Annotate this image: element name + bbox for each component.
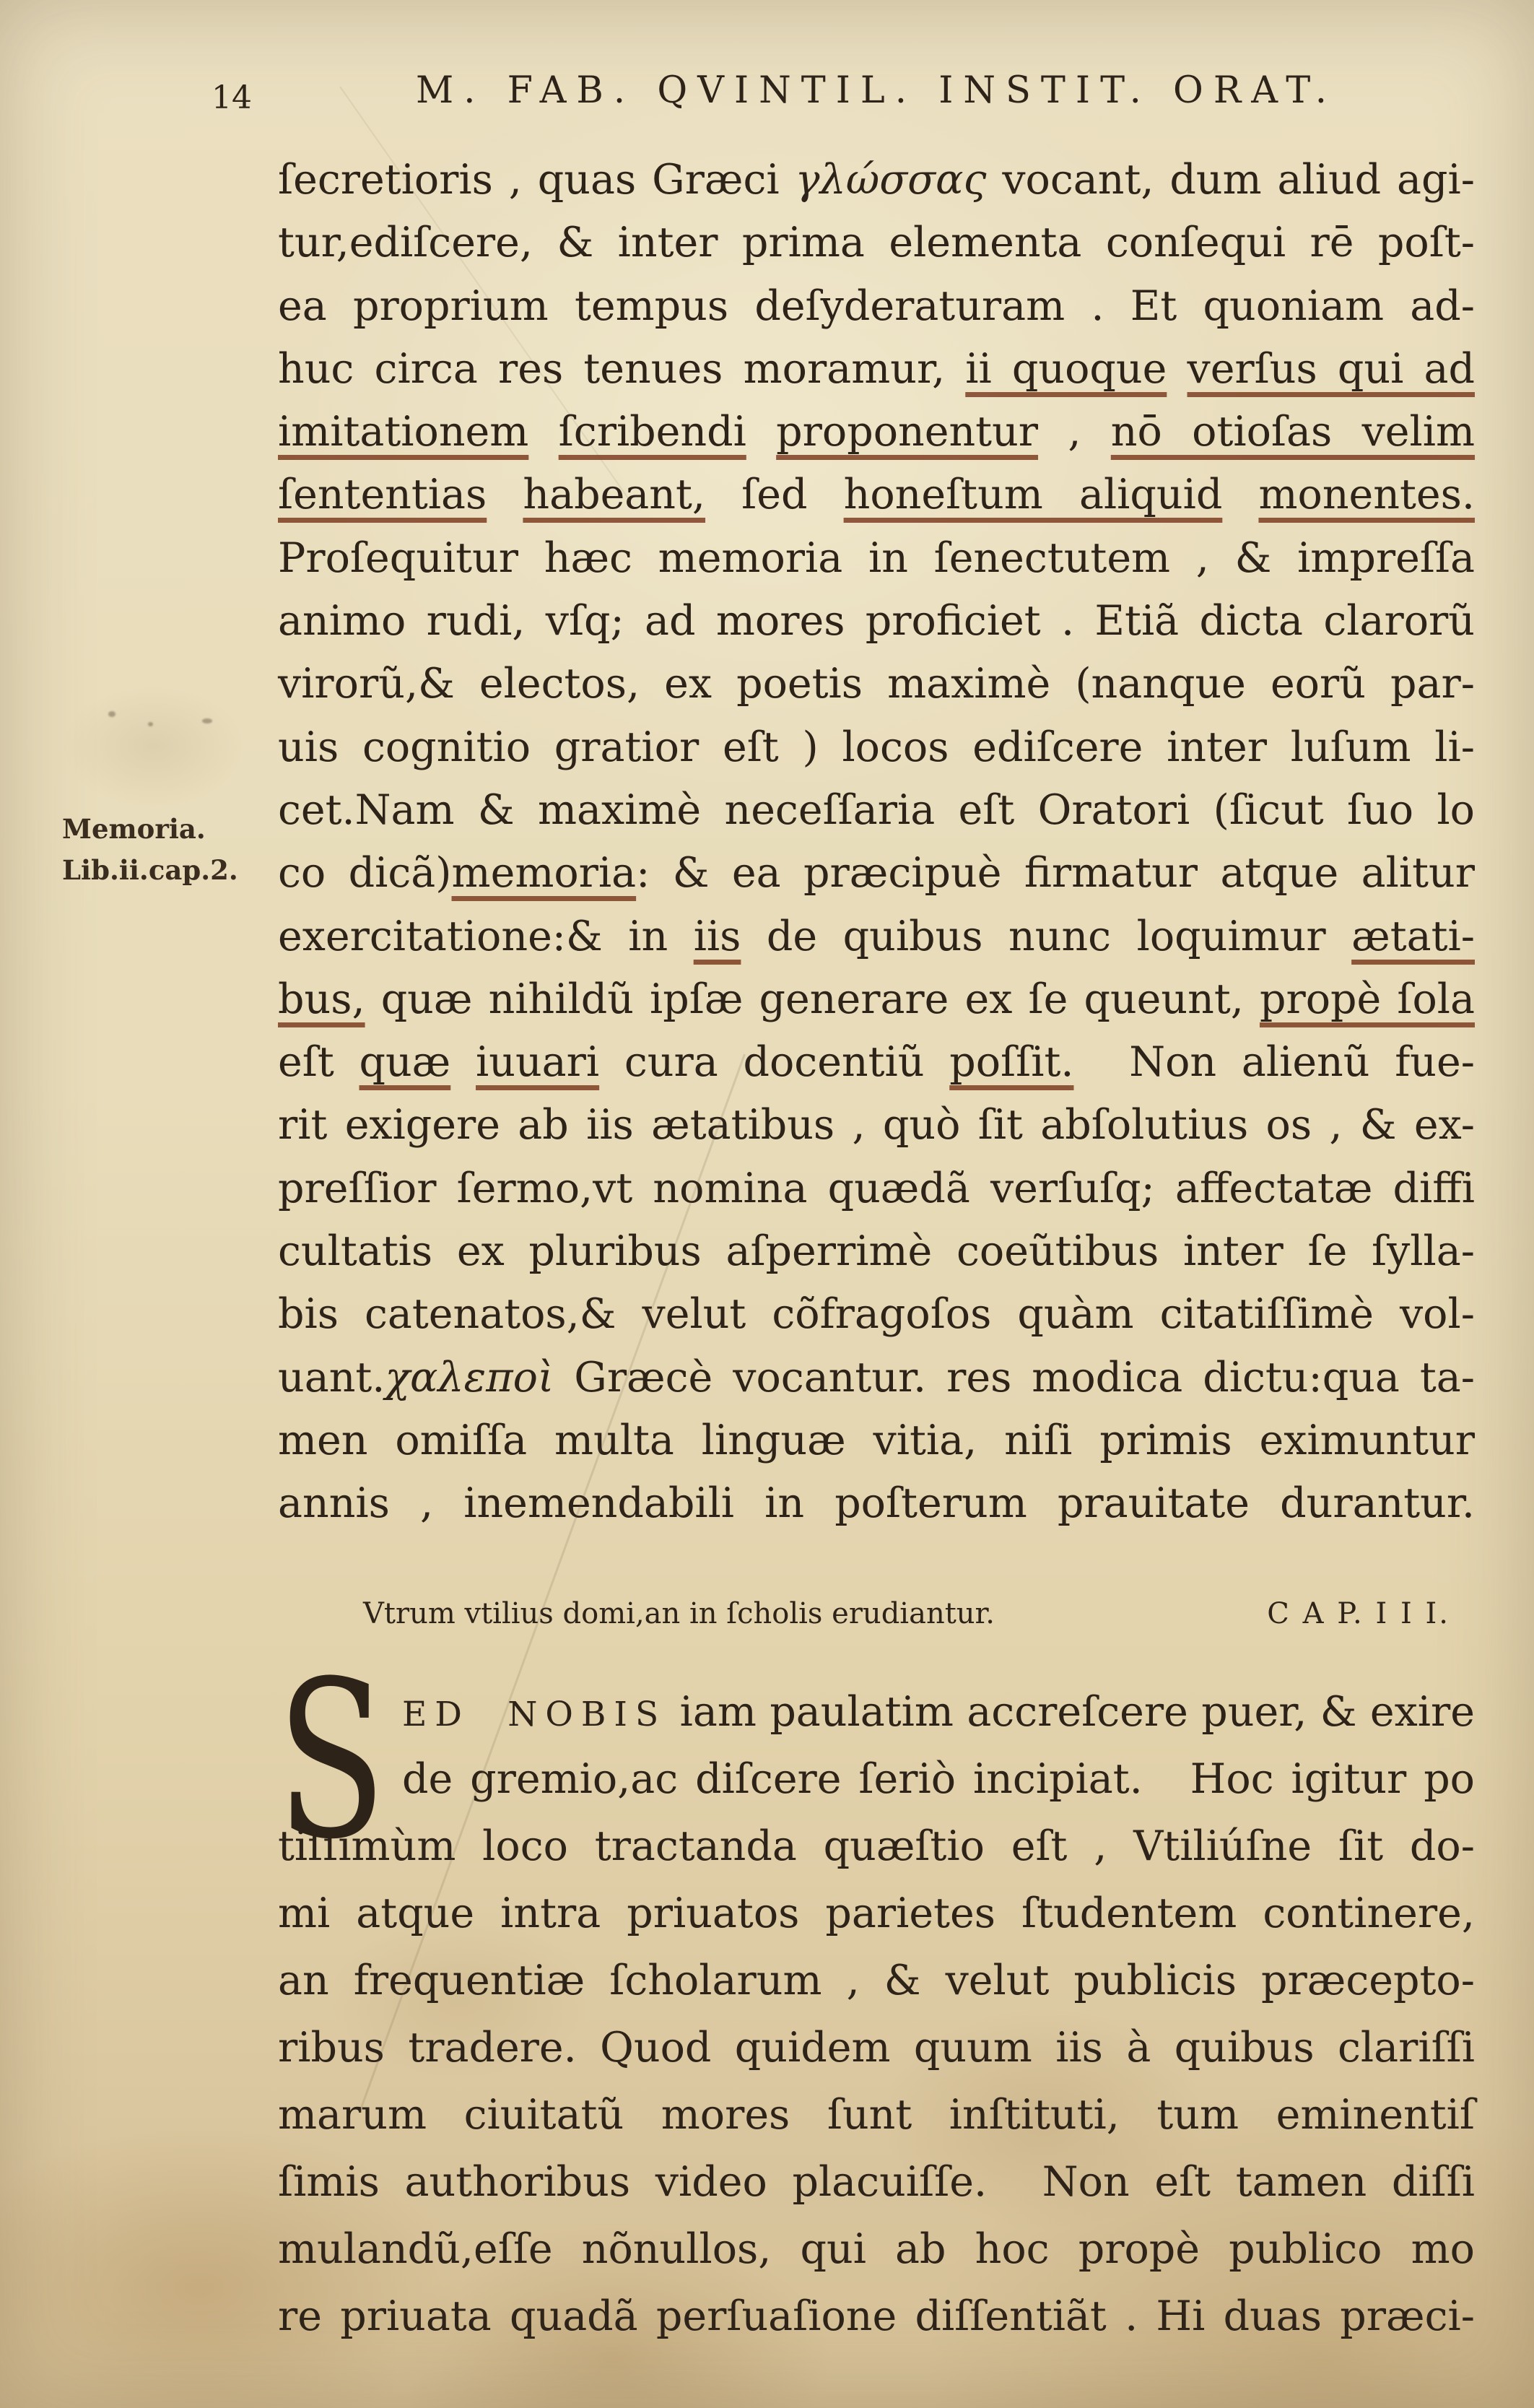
text-segment: exercitatione:& in: [278, 912, 694, 960]
text-line: [278, 2014, 1475, 2082]
text-line: [278, 1472, 1475, 1535]
text-line: [278, 1220, 1475, 1283]
text-line: [278, 1031, 1475, 1094]
text-segment: bis catenatos,& velut cõfragoſos quàm citatiſſimè vol-: [278, 1290, 1475, 1339]
chapter-number-label: C A P. I I I.: [1267, 1597, 1450, 1630]
text-line: [402, 1746, 1475, 1813]
text-line: [278, 2283, 1475, 2350]
text-line: [402, 1679, 1475, 1746]
text-segment: [487, 471, 523, 518]
text-segment: de gremio,ac diſcere ſeriò incipiat.: [402, 1755, 1143, 1803]
text-segment: huc circa res tenues moramur,: [278, 344, 966, 393]
text-line: [278, 905, 1475, 968]
text-segment: an frequentiæ ſcholarum , & velut publicis præcepto-: [278, 1957, 1475, 2004]
underlined-text-segment: memoria: [451, 849, 637, 897]
underlined-text-segment: ii quoque: [965, 344, 1167, 393]
running-title: M. FAB. QVINTIL. INSTIT. ORAT.: [416, 69, 1337, 112]
text-line: [278, 275, 1475, 338]
text-segment: Græcè vocantur. res modica dictu:qua ta-: [554, 1353, 1475, 1401]
text-segment: mi atque intra priuatos parietes ſtudentem continere,: [278, 1890, 1475, 1937]
text-segment: annis , inemendabili in poſterum prauitate durantur.: [278, 1479, 1475, 1528]
text-segment: ſed: [705, 471, 844, 519]
text-segment: animo rudi, vſq; ad mores proficiet . Etiã dicta clarorũ: [278, 597, 1475, 646]
margin-note-reference: Lib.ii.cap.2.: [62, 854, 238, 886]
text-line: [278, 1347, 1475, 1409]
text-segment: cultatis ex pluribus aſperrimè coeũtibus inter ſe ſylla-: [278, 1227, 1475, 1276]
text-line: [278, 401, 1475, 464]
text-segment: tur,ediſcere, & inter prima elementa conſequi rē poſt-: [278, 219, 1475, 267]
margin-note: [62, 809, 238, 891]
ink-speck: [108, 711, 116, 717]
underlined-text-segment: imitationem: [278, 408, 529, 456]
text-line: [278, 338, 1475, 401]
greek-text-segment: χαλεποὶ: [385, 1353, 554, 1401]
text-line: [278, 464, 1475, 526]
text-segment: ED NOBIS: [402, 1695, 667, 1734]
text-segment: men omiſſa multa linguæ vitia, niſi primis eximuntur: [278, 1416, 1475, 1464]
chapter-lines: [278, 1679, 1475, 2350]
text-segment: uis cognitio gratior eſt ) locos ediſcere inter luſum li-: [278, 723, 1475, 771]
text-line: [278, 212, 1475, 274]
text-line: [278, 1813, 1475, 1880]
text-segment: ſimis authoribus video placuiſſe.: [278, 2158, 988, 2206]
text-line: [278, 149, 1475, 212]
text-segment: : & ea præcipuè firmatur atque alitur: [636, 849, 1475, 897]
text-line: [278, 716, 1475, 779]
text-segment: ea proprium tempus deſyderaturam . Et quoniam ad-: [278, 282, 1475, 330]
text-segment: preſſior ſermo,vt nomina quædã verſuſq; affectatæ diffi: [278, 1164, 1475, 1212]
text-segment: cet.Nam & maximè neceſſaria eſt Oratori (ſicut ſuo lo: [278, 786, 1475, 834]
margin-note-topic: Memoria.: [62, 813, 206, 845]
greek-text-segment: γλώσσας: [795, 156, 987, 204]
text-line: [278, 2149, 1475, 2216]
underlined-text-segment: propè ſola: [1259, 975, 1475, 1023]
text-segment: eſt: [278, 1038, 359, 1087]
text-line: [278, 527, 1475, 590]
drop-cap-initial: S: [276, 1635, 387, 1887]
text-line: [278, 590, 1475, 653]
underlined-text-segment: bus,: [278, 975, 365, 1023]
text-segment: mulandũ,eſſe nõnullos, qui ab hoc propè publico mo: [278, 2225, 1475, 2273]
body-text: [278, 149, 1475, 1536]
ink-speck: [148, 722, 153, 726]
text-segment: [528, 408, 558, 456]
text-line: [278, 968, 1475, 1031]
chapter-heading-row: [278, 1597, 1475, 1630]
underlined-text-segment: ſcribendi: [558, 408, 746, 456]
text-segment: uant.: [278, 1353, 385, 1401]
underlined-text-segment: quæ: [359, 1038, 451, 1087]
underlined-text-segment: monentes.: [1258, 471, 1475, 519]
ink-speck: [202, 718, 212, 723]
text-line: [278, 1947, 1475, 2014]
text-segment: virorũ,& electos, ex poetis maximè (nanque eorũ par-: [278, 660, 1475, 708]
text-line: [278, 842, 1475, 905]
text-segment: marum ciuitatũ mores ſunt inſtituti, tum eminentiſ: [278, 2091, 1475, 2139]
text-segment: ſecretioris , quas Græci: [278, 156, 796, 204]
text-segment: rit exigere ab iis ætatibus , quò ſit abſolutius os , & ex-: [278, 1101, 1475, 1149]
text-line: [278, 1880, 1475, 1947]
text-segment: Non eſt tamen diſſi: [1017, 2158, 1475, 2206]
text-segment: quæ nihildũ ipſæ generare ex ſe queunt,: [365, 975, 1260, 1023]
text-line: [278, 1094, 1475, 1157]
underlined-text-segment: poſſit.: [949, 1038, 1074, 1087]
text-segment: iam paulatim accreſcere puer, & exire: [666, 1688, 1475, 1736]
chapter-heading: Vtrum vtilius domi,an in ſcholis erudiantur.: [363, 1597, 995, 1630]
text-segment: vocant, dum aliud agi-: [986, 156, 1475, 204]
underlined-text-segment: habeant,: [523, 471, 706, 519]
text-segment: Proſequitur hæc memoria in ſenectutem , & impreſſa: [278, 534, 1475, 582]
underlined-text-segment: nō otioſas velim: [1110, 408, 1476, 456]
text-segment: Hoc igitur po: [1172, 1755, 1475, 1803]
text-line: [278, 1157, 1475, 1220]
text-segment: co dicã): [278, 849, 452, 897]
chapter-text: [276, 1635, 1475, 2350]
text-segment: re priuata quadã perſuaſione diſſentiãt . Hi duas præci-: [278, 2292, 1475, 2340]
text-line: [278, 1283, 1475, 1346]
text-line: [278, 1409, 1475, 1472]
underlined-text-segment: iis: [693, 912, 741, 960]
page-number: 14: [212, 79, 252, 116]
text-segment: [746, 408, 776, 456]
text-line: [278, 2082, 1475, 2149]
text-line: [278, 779, 1475, 842]
text-segment: ,: [1038, 408, 1111, 456]
text-line: [278, 653, 1475, 716]
underlined-text-segment: ætati-: [1351, 912, 1475, 960]
text-segment: ribus tradere. Quod quidem quum iis à quibus clariſſi: [278, 2024, 1475, 2072]
underlined-text-segment: iuuari: [476, 1038, 600, 1087]
underlined-text-segment: ſententias: [278, 471, 487, 519]
underlined-text-segment: proponentur: [776, 408, 1039, 456]
text-segment: [1222, 471, 1258, 518]
text-line: [278, 2216, 1475, 2283]
text-segment: Non alienũ fue-: [1104, 1038, 1476, 1087]
text-segment: [450, 1038, 476, 1086]
page-header: [212, 69, 1475, 116]
text-segment: tiſſimùm loco tractanda quæſtio eſt , Vtiliúſne ſit do-: [278, 1822, 1475, 1870]
underlined-text-segment: verſus qui ad: [1187, 344, 1475, 393]
underlined-text-segment: honeſtum aliquid: [843, 471, 1223, 519]
text-segment: cura docentiũ: [599, 1038, 950, 1087]
text-segment: [1167, 345, 1187, 393]
text-segment: de quibus nunc loquimur: [741, 912, 1352, 960]
